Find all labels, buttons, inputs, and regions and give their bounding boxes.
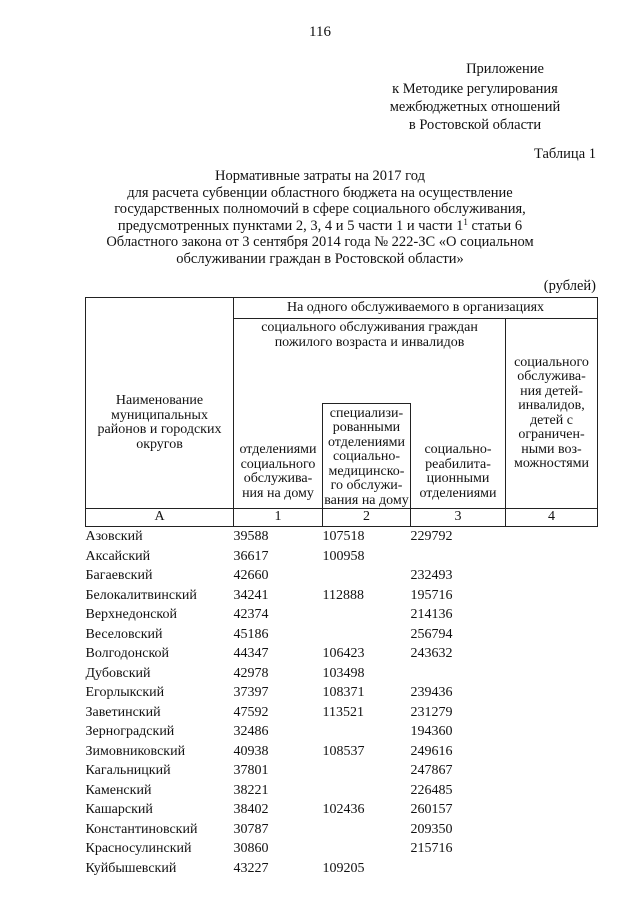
cell-col-3: 231279 [410,704,453,720]
district-name: Красносулинский [85,841,192,856]
table-row [86,722,598,742]
district-name: Каменский [85,782,152,798]
table-row [86,703,598,723]
table-row [86,742,598,762]
cell-col-2 [323,839,411,859]
appendix-block [330,60,620,134]
table-row [86,820,598,840]
appendix-title: Приложение [466,61,544,77]
header-col-4: социального обслужива- ния детей- инвалидов, детей с ограничен- ными воз- можностями [506,319,598,509]
units-label: (рублей) [543,278,596,294]
col-index-1: 1 [234,509,323,527]
appendix-line: в Ростовской области [408,117,542,133]
title-superscript: 1 [463,216,468,227]
district-name: Егорлыкский [85,685,165,700]
district-name: Белокалитвинский [85,587,197,603]
cell-col-4 [506,625,598,645]
cell-col-3 [411,664,506,684]
table-row [86,800,598,820]
cell-col-2 [323,781,411,801]
cell-col-1: 37801 [233,763,269,778]
cell-col-2 [323,566,411,586]
document-title [75,168,565,267]
cell-col-1: 42978 [233,665,269,681]
cell-col-3 [411,547,506,567]
cell-col-4 [506,859,598,879]
table-row [86,566,598,586]
cell-col-2: 106423 [322,646,365,661]
title-line-part: статьи 6 [467,217,523,234]
cell-col-4 [506,839,598,859]
cell-col-1: 42660 [233,568,269,583]
cell-col-3: 247867 [410,763,453,778]
cell-col-1: 30787 [233,821,269,837]
table-row [86,781,598,801]
district-name: Кашарский [85,802,153,817]
cell-col-2 [323,625,411,645]
col-index-4: 4 [506,509,598,527]
cell-col-3: 195716 [410,587,453,603]
cell-col-1: 44347 [233,646,269,661]
title-line: обслуживании граждан в Ростовской области» [176,250,464,267]
appendix-line: к Методике регулирования [392,81,558,97]
cell-col-3: 256794 [410,626,453,642]
title-line [75,218,565,235]
title-line: для расчета субвенции областного бюджета на осуществление [127,184,513,201]
district-name: Багаевский [85,568,153,583]
cell-col-4 [506,800,598,820]
cell-col-2: 113521 [322,704,364,720]
district-name: Кагальницкий [85,763,171,778]
cell-col-4 [506,761,598,781]
header-col-3: социально- реабилита- ционными отделениями [411,403,506,509]
cell-col-3: 239436 [410,685,453,700]
cell-col-4 [506,605,598,625]
cell-col-4 [506,683,598,703]
cell-col-4 [506,547,598,567]
cell-col-1: 40938 [233,743,269,759]
cell-col-1: 37397 [233,685,269,700]
cell-col-4 [506,703,598,723]
cell-col-2 [323,820,411,840]
col-index-2: 2 [323,509,411,527]
cell-col-1: 38402 [233,802,269,817]
cell-col-3: 226485 [410,782,453,798]
district-name: Куйбышевский [85,860,177,876]
cell-col-2: 112888 [322,587,364,603]
cell-col-3: 215716 [410,841,453,856]
cell-col-3: 249616 [410,743,453,759]
header-elderly-group: социального обслуживания граждан пожилого возраста и инвалидов [234,319,506,404]
cell-col-4 [506,664,598,684]
table-row [86,664,598,684]
district-name: Верхнедонской [85,607,177,622]
header-per-person: На одного обслуживаемого в организациях [234,298,598,319]
col-index-a: А [86,509,234,527]
cell-col-2: 100958 [322,548,365,564]
title-line-part: предусмотренных пунктами 2, 3, 4 и 5 части 1 и части 1 [117,217,464,234]
table-row [86,527,598,547]
cell-col-1: 30860 [233,841,269,856]
cell-col-1: 42374 [233,607,269,622]
header-col-1: отделениями социального обслужива- ния на дому [234,403,323,509]
table-row [86,644,598,664]
table-row [86,547,598,567]
cell-col-3: 209350 [410,821,453,837]
cell-col-4 [506,722,598,742]
title-line: Областного закона от 3 сентября 2014 года № 222-ЗС «О социальном [106,234,534,250]
cell-col-1: 38221 [233,782,269,798]
cell-col-3: 232493 [410,568,453,583]
cell-col-3: 214136 [410,607,453,622]
table-row [86,605,598,625]
cell-col-3: 194360 [410,724,453,739]
cell-col-4 [506,781,598,801]
table-label: Таблица 1 [533,146,596,162]
table-row [86,683,598,703]
district-name: Зерноградский [85,724,175,739]
cell-col-2: 108537 [322,743,365,759]
cell-col-2: 108371 [322,685,365,700]
appendix-line: межбюджетных отношений [389,99,561,115]
district-name: Зимовниковский [85,743,186,759]
cell-col-4 [506,566,598,586]
cell-col-2: 109205 [322,860,365,876]
cell-col-2 [323,722,411,742]
district-name: Константиновский [85,821,198,837]
title-line: Нормативные затраты на 2017 год [215,168,425,184]
col-index-3: 3 [411,509,506,527]
cell-col-4 [506,527,598,547]
district-name: Дубовский [85,665,151,681]
cell-col-1: 36617 [233,548,269,564]
cell-col-3: 229792 [410,529,453,544]
district-name: Веселовский [85,626,163,642]
cell-col-3 [411,859,506,879]
header-col-2: специализи- рованными отделениями социально- медицинско- го обслужи- вания на дому [323,403,411,509]
title-line: государственных полномочий в сфере социального обслуживания, [114,201,526,217]
cell-col-2 [323,605,411,625]
table-row [86,625,598,645]
cell-col-1: 45186 [233,626,269,642]
cell-col-4 [506,644,598,664]
district-name: Аксайский [85,548,151,564]
cell-col-1: 34241 [233,587,269,603]
header-name-column: Наименование муниципальных районов и городских округов [86,298,234,509]
page-number: 116 [309,24,331,40]
cell-col-2: 103498 [322,665,365,681]
table-row [86,586,598,606]
table-row [86,761,598,781]
cell-col-4 [506,742,598,762]
cell-col-1: 39588 [233,529,269,544]
district-name: Заветинский [85,704,161,720]
cell-col-4 [506,586,598,606]
table-row [86,839,598,859]
cell-col-3: 260157 [410,802,453,817]
norms-table [85,297,598,878]
district-name: Волгодонской [85,646,170,661]
cell-col-2: 107518 [322,529,365,544]
cell-col-3: 243632 [410,646,453,661]
cell-col-4 [506,820,598,840]
cell-col-1: 47592 [233,704,269,720]
district-name: Азовский [85,529,143,544]
table-row [86,859,598,879]
cell-col-2: 102436 [322,802,365,817]
cell-col-2 [323,761,411,781]
cell-col-1: 43227 [233,860,269,876]
cell-col-1: 32486 [233,724,269,739]
